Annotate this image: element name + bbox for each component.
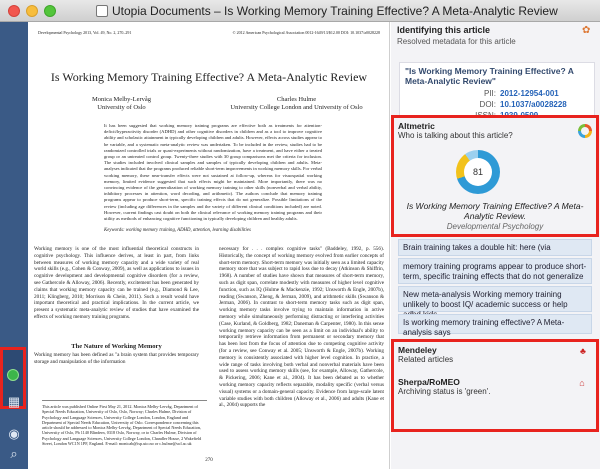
author-affiliation: University College London and University of Oslo <box>230 104 363 111</box>
document-viewer[interactable] <box>28 22 390 469</box>
tweet-item[interactable]: Brain training takes a double hit: here (via <box>398 239 592 256</box>
section-heading: The Nature of Working Memory <box>71 343 162 350</box>
journal-header: Developmental Psychology 2013, Vol. 49, No. 2, 270–291 <box>38 30 132 35</box>
author-block-2 <box>209 96 384 112</box>
metadata-title: "Is Working Memory Training Effective? A Meta-Analytic Review" <box>405 66 574 86</box>
window-titlebar <box>0 0 600 22</box>
tweet-item[interactable]: memory training programs appear to produce short-term, specific training effects that do not generalize <box>398 258 592 284</box>
paper-title: Is Working Memory Training Effective? A Meta-Analytic Review <box>50 70 368 84</box>
utopia-gem-icon[interactable] <box>7 369 19 381</box>
body-column-left: Working memory is one of the most influential theoretical constructs in cognitive psychology. This influence derives, at least in part, from links between measures of working memory capacity and a wide variety of real world skills (e.g., Cohen & Conway, 2009), as well as applications to issues in cognitive development and developmental cognitive disorders (for a review, see Gathercole & Alloway, 2006). Recently, excitement has been generated by claims that working memory capacity can be trained (e.g., Diamond & Lee, 2011; Klingberg, 2010; Morrison & Chein, 2011). Such a result would have important theoretical and practical implications. In the current article, we present a systematic meta-analytic review of studies that have examined the effects of working memory training programs. <box>34 246 199 320</box>
altmetric-subtitle: Who is talking about this article? <box>398 131 513 140</box>
page-number: 270 <box>205 458 213 463</box>
body-column-left-continued: Working memory has been defined as "a brain system that provides temporary storage and manipulation of the information <box>34 352 199 365</box>
author-block-1 <box>34 96 209 112</box>
document-icon <box>96 5 108 17</box>
author-name: Monica Melby-Lervåg <box>91 96 152 103</box>
altmetric-article-title[interactable]: Is Working Memory Training Effective? A Meta-Analytic Review. <box>406 201 584 221</box>
copyright-header: © 2012 American Psychological Association 0012-1649/13/$12.00 DOI: 10.1037/a0028228 <box>232 30 380 35</box>
altmetric-logo-icon <box>578 124 592 138</box>
metadata-value[interactable]: 2012-12954-001 <box>500 89 559 98</box>
altmetric-panel <box>391 115 599 237</box>
abstract: It has been suggested that working memory training programs are effective both as treatments for attention-deficit/hyperactivity disorder (ADHD) and other cognitive disorders in children and as a tool to improve cognitive ability and scholastic attainment in typically developing children and adults. However, effects across studies appear to be variable, and a systematic meta-analytic review was undertaken. To be included in the review, studies had to be randomized controlled trials or quasi-experiments without randomization, have a treatment, and have either a treated group or an untreated control group. Twenty-three studies with 30 group comparisons met the criteria for inclusion. The studies included involved clinical samples and samples of typically developing children and adults. Meta-analyses indicated that the programs produced reliable short-term improvements in working memory skills. For verbal working memory, these near-transfer effects were not sustained at follow-up, whereas for visuospatial working memory, limited evidence suggested that such effects might be maintained. More importantly, there was no convincing evidence of the generalization of working memory training to other skills (nonverbal and verbal ability, inhibitory processes in attention, word decoding, and arithmetic). The authors conclude that memory training programs appear to produce short-term, specific training effects that do not generalize. Possible limitations of the review (including age differences in the samples and the variety of different clinical conditions included) are noted. However, current findings cast doubt on both the clinical relevance of working memory training programs and their utility as methods of enhancing cognitive functioning in typically developing children and healthy adults. <box>104 123 322 222</box>
sidebar-subheading: Resolved metadata for this article <box>397 37 516 46</box>
metadata-value[interactable]: 10.1037/a0028228 <box>500 100 567 109</box>
metadata-key: PII: <box>483 89 496 98</box>
sherpa-title: Sherpa/RoMEO <box>398 377 460 387</box>
grid-view-icon[interactable]: ▦ <box>7 394 21 409</box>
sidebar-heading: Identifying this article <box>397 25 491 35</box>
window-zoom-button[interactable] <box>44 5 56 17</box>
search-icon[interactable]: ⌕ <box>10 446 18 461</box>
window-minimize-button[interactable] <box>26 5 38 17</box>
author-name: Charles Hulme <box>276 96 317 103</box>
metadata-key: DOI: <box>479 100 496 109</box>
window-close-button[interactable] <box>8 5 20 17</box>
author-affiliation: University of Oslo <box>97 104 146 111</box>
eye-icon[interactable]: ◉ <box>8 426 20 441</box>
sherpa-status: Archiving status is 'green'. <box>398 387 491 396</box>
mendeley-logo-icon: ♣ <box>580 346 586 356</box>
sidebar-header <box>397 22 597 52</box>
tweet-item[interactable]: Is working memory training effective? A Meta-analysis says <box>398 314 592 334</box>
mendeley-title: Mendeley <box>398 345 437 355</box>
altmetric-title: Altmetric <box>398 121 435 131</box>
footnote: This article was published Online First May 21, 2012. Monica Melby-Lervåg, Department of Special Needs Education, University of Oslo, Oslo, Norway; Charles Hulme, Division of Psychology and Language Sciences, University College London, London, England and Department of Special Needs Education, University of Oslo. Correspondence concerning this article should be addressed to Monica Melby-Lervåg, Department of Special Needs Education, University of Oslo, Pb 1140 Blindern, 0318 Oslo, Norway, or to Charles Hulme, Division of Psychology and Language Sciences, University College London, Chandler House, 2 Wakefield Street, London WC1N 1PF, England. E-mail: monicab@isp.uio.no or c.hulme@ucl.ac.uk <box>42 400 207 458</box>
left-toolbar <box>0 22 28 469</box>
mendeley-related-link[interactable]: Related articles <box>398 355 454 364</box>
altmetric-journal: Developmental Psychology <box>446 222 544 231</box>
sherpa-logo-icon: ⌂ <box>579 378 585 388</box>
mendeley-sherpa-panel <box>391 339 599 432</box>
window-title: Utopia Documents – Is Working Memory Training Effective? A Meta-Analytic Review <box>112 4 558 18</box>
tweet-item[interactable]: New meta-analysis Working memory training unlikely to boost IQ/ academic success or help <box>398 286 592 312</box>
utopia-logo-icon: ✿ <box>582 25 591 36</box>
keywords: Keywords: working memory training, ADHD, attention, learning disabilities <box>104 228 251 233</box>
altmetric-donut[interactable] <box>456 150 500 194</box>
body-column-right: necessary for . . . complex cognitive tasks" (Baddeley, 1992, p. 556). Historically, the concept of working memory evolved from earlier concepts of short-term memory. Short-term memory was initially seen as a limited capacity memory store that was subject to rapid loss due to decay (Atkinson & Shiffrin, 1968). A number of studies have shown that measures of short-term memory, such as digit span, correlate modestly with measures of higher level cognitive function, such as IQ (Hulme & Mackenzie, 1992; Unsworth & Engle, 2007b), reading (Swanson, Zheng, & Jerman, 2009), and arithmetic skills (Swanson & Jerman, 2006). In contrast to short-term memory tasks such as digit span, working memory tasks involve trying to maintain information in active memory while simultaneously performing distracting or interfering activities (Case, Kurland, & Goldberg, 1982; Daneman & Carpenter, 1980). In this sense working memory capacity can be seen as a limit on an individual's ability to temporarily retrieve information from permanent or secondary memory that has been lost from the focus of attention due to competing cognitive activity (for a review, see Conway et al. 2005; Unsworth & Engle, 2007b). Working memory is consistently associated with higher level cognition. In practice, a wide range of tasks involving both verbal and nonverbal materials have been used to assess working memory skills (see, for example, Alloway, Gathercole, & Pickering, 2006; Kane et al., 2004). It has been debated as to whether working memory capacity reflects separable, modality specific (verbal versus visual) systems or a domain-general capacity. Evidence from large-scale latent variable studies with both children (Alloway et al., 2006) and adults (Kane et al., 2004) supports the <box>219 246 384 409</box>
altmetric-score: 81 <box>464 158 492 186</box>
